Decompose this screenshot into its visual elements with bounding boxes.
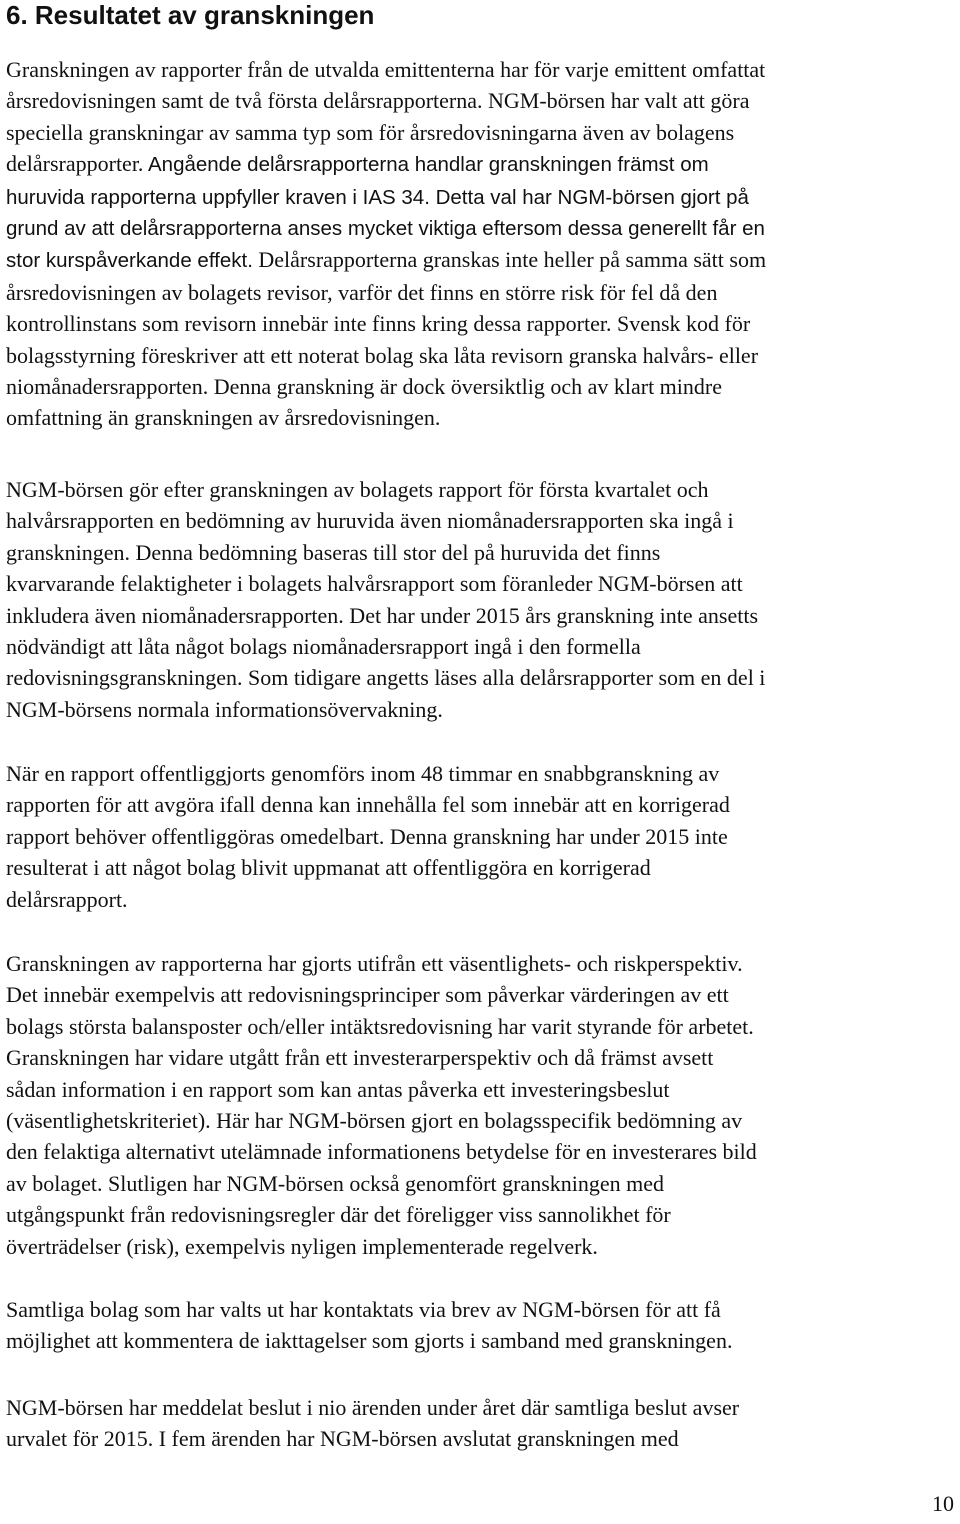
text-line xyxy=(6,148,766,180)
text-line: granskningen. Denna bedömning baseras till stor del på huruvida det finns xyxy=(6,539,661,565)
text-segment: Angående delårsrapporterna handlar granskningen främst om xyxy=(143,153,709,177)
paragraph-4 xyxy=(6,948,757,1262)
text-line: redovisningsgranskningen. Som tidigare angetts läses alla delårsrapporter som en del i xyxy=(6,665,766,691)
paragraph-3 xyxy=(6,758,730,915)
text-line: niomånadersrapporten. Denna granskning är dock översiktlig och av klart mindre xyxy=(6,374,722,400)
section-heading: 6. Resultatet av granskningen xyxy=(6,0,375,30)
text-line: urvalet för 2015. I fem ärenden har NGM-börsen avslutat granskningen med xyxy=(6,1426,679,1452)
text-line: (väsentlighetskriteriet). Här har NGM-börsen gjort en bolagsspecifik bedömning av xyxy=(6,1108,743,1134)
paragraph-6 xyxy=(6,1392,739,1455)
text-line xyxy=(6,244,766,276)
text-line: kvarvarande felaktigheter i bolagets halvårsrapport som föranleder NGM-börsen att xyxy=(6,571,743,597)
text-line: årsredovisningen samt de två första delårsrapporterna. NGM-börsen har valt att göra xyxy=(6,88,750,114)
text-line: NGM-börsens normala informationsövervakning. xyxy=(6,696,443,722)
text-line: resulterat i att något bolag blivit uppmanat att offentliggöra en korrigerad xyxy=(6,855,651,881)
text-line xyxy=(6,181,766,213)
text-line: halvårsrapporten en bedömning av huruvida även niomånadersrapporten ska ingå i xyxy=(6,508,734,534)
text-line: Granskningen av rapporter från de utvalda emittenterna har för varje emittent omfattat xyxy=(6,57,766,82)
text-segment: delårsrapporter. xyxy=(6,151,144,177)
text-line: överträdelser (risk), exempelvis nyligen implementerade regelverk. xyxy=(6,1233,598,1259)
text-line: möjlighet att kommentera de iakttagelser som gjorts i samband med granskningen. xyxy=(6,1328,733,1354)
text-segment: Delårsrapporterna granskas inte heller på samma sätt som xyxy=(252,247,767,273)
text-segment: stor kurspåverkande effekt. xyxy=(6,249,253,273)
text-line: utgångspunkt från redovisningsregler där det föreligger viss sannolikhet för xyxy=(6,1202,671,1228)
text-line: omfattning än granskningen av årsredovisningen. xyxy=(6,405,441,431)
text-line: Samtliga bolag som har valts ut har kontaktats via brev av NGM-börsen för att få xyxy=(6,1297,721,1322)
text-line: NGM-börsen gör efter granskningen av bolagets rapport för första kvartalet och xyxy=(6,477,709,502)
text-line: Granskningen av rapporterna har gjorts utifrån ett väsentlighets- och riskperspektiv. xyxy=(6,951,743,976)
text-line: rapport behöver offentliggöras omedelbart. Denna granskning har under 2015 inte xyxy=(6,823,728,849)
text-line: bolagsstyrning föreskriver att ett noterat bolag ska låta revisorn granska halvårs- eller xyxy=(6,342,759,368)
text-line: grund av att delårsrapporterna anses mycket viktiga eftersom dessa generellt får en xyxy=(6,217,765,241)
text-segment: huruvida rapporterna uppfyller kraven i IAS 34. xyxy=(6,185,430,209)
text-line: nödvändigt att låta något bolags niomånadersrapport ingå i den formella xyxy=(6,634,641,660)
text-line: Granskningen har vidare utgått från ett investerarperspektiv och då främst avsett xyxy=(6,1045,714,1071)
text-line: den felaktiga alternativt utelämnade informationens betydelse för en investerares bild xyxy=(6,1139,757,1165)
text-line: av bolaget. Slutligen har NGM-börsen också genomfört granskningen med xyxy=(6,1170,665,1196)
text-line: årsredovisningen av bolagets revisor, varför det finns en större risk för fel då den xyxy=(6,279,718,305)
text-line: delårsrapport. xyxy=(6,886,128,912)
paragraph-1 xyxy=(6,54,766,434)
page-number: 10 xyxy=(932,1491,954,1516)
paragraph-2 xyxy=(6,474,765,725)
text-line: inkludera även niomånadersrapporten. Det har under 2015 års granskning inte ansetts xyxy=(6,602,759,628)
text-line: bolags största balansposter och/eller intäktsredovisning har varit styrande för arbetet. xyxy=(6,1013,754,1039)
paragraph-5 xyxy=(6,1294,732,1357)
text-line: speciella granskningar av samma typ som för årsredovisningarna även av bolagens xyxy=(6,119,735,145)
text-line: rapporten för att avgöra ifall denna kan innehålla fel som innebär att en korrigerad xyxy=(6,792,730,818)
text-segment: Detta val har NGM-börsen gjort på xyxy=(429,185,749,209)
text-line: Det innebär exempelvis att redovisningsprinciper som påverkar värderingen av ett xyxy=(6,982,729,1008)
text-line: NGM-börsen har meddelat beslut i nio ärenden under året där samtliga beslut avser xyxy=(6,1395,740,1420)
text-line: När en rapport offentliggjorts genomförs inom 48 timmar en snabbgranskning av xyxy=(6,761,720,786)
text-line: kontrollinstans som revisorn innebär inte finns kring dessa rapporter. Svensk kod för xyxy=(6,311,751,337)
text-line: sådan information i en rapport som kan antas påverka ett investeringsbeslut xyxy=(6,1076,670,1102)
